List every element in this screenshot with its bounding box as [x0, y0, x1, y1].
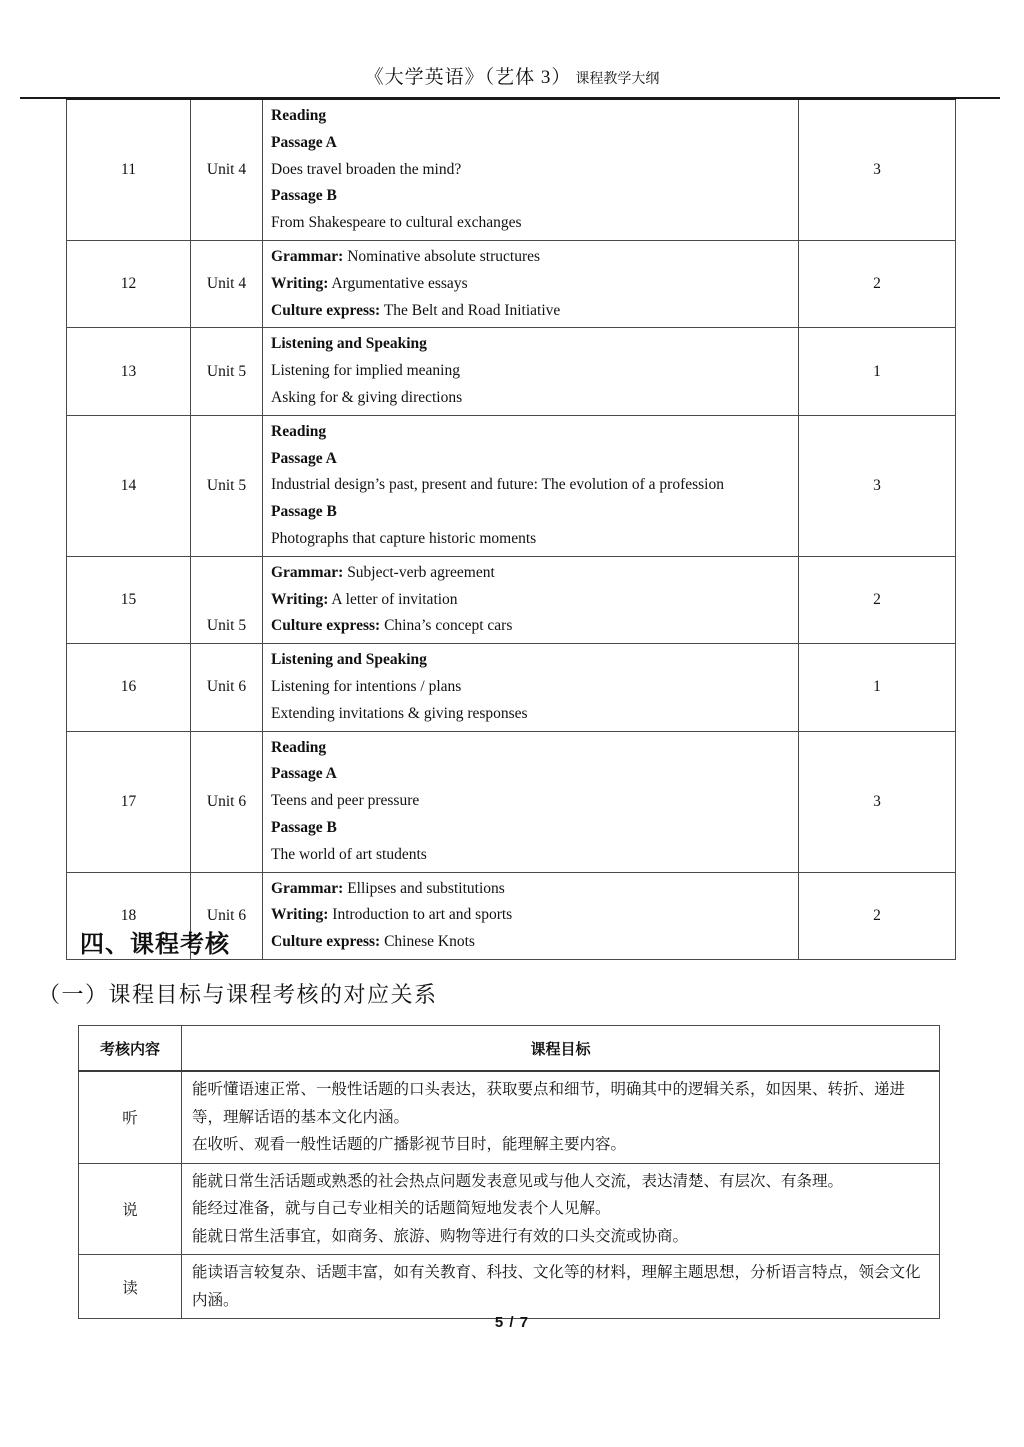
- unit-cell: [191, 731, 263, 872]
- content-line: [271, 419, 792, 446]
- schedule-row: [67, 644, 956, 731]
- content-line: [271, 647, 792, 674]
- document-title: 《大学英语》（艺体 3）: [364, 67, 572, 88]
- content-line-label: Writing:: [271, 590, 329, 608]
- content-line: [271, 103, 792, 130]
- unit-text: Unit 5: [206, 617, 247, 635]
- unit-cell: [191, 644, 263, 731]
- content-line-label: Passage B: [271, 187, 337, 205]
- page-number: 5 / 7: [494, 1314, 530, 1331]
- goal-line: 能就日常生活话题或熟悉的社会热点问题发表意见或与他人交流，表达清楚、有层次、有条理。: [192, 1172, 844, 1190]
- content-line-label: Listening and Speaking: [271, 335, 427, 353]
- schedule-table-body: [67, 99, 956, 959]
- page-header: [0, 62, 1024, 89]
- unit-cell: [191, 328, 263, 415]
- assessment-goal-cell: [182, 1163, 940, 1255]
- hours-cell: 3: [799, 415, 956, 556]
- goal-line: 能听懂语速正常、一般性话题的口头表达，获取要点和细节，明确其中的逻辑关系，如因果、转折、递进等，理解话语的基本文化内涵。: [192, 1081, 906, 1126]
- schedule-row: [67, 415, 956, 556]
- content-line: [271, 331, 792, 358]
- hours-cell: 3: [799, 99, 956, 240]
- schedule-row: [67, 99, 956, 240]
- content-line: [271, 446, 792, 473]
- unit-text: Unit 5: [206, 362, 247, 380]
- assessment-goal-cell: [182, 1255, 940, 1319]
- content-line-label: Culture express:: [271, 301, 381, 319]
- goal-line: 能经过准备，就与自己专业相关的话题简短地发表个人见解。: [192, 1200, 611, 1217]
- content-line-label: Writing:: [271, 274, 329, 292]
- assessment-goal-cell: [182, 1071, 940, 1163]
- content-line: Grammar: Ellipses and substitutions: [271, 879, 505, 897]
- week-cell: 16: [67, 644, 191, 731]
- content-line: Listening for intentions / plans: [271, 677, 462, 695]
- hours-cell: 2: [799, 556, 956, 643]
- unit-text: Unit 6: [206, 678, 247, 696]
- assessment-item-cell: 说: [79, 1163, 182, 1255]
- content-cell: [263, 99, 799, 240]
- content-line-label: Reading: [271, 107, 327, 124]
- unit-cell: [191, 99, 263, 240]
- hours-cell: 1: [799, 328, 956, 415]
- section-heading: 四、课程考核: [80, 931, 230, 958]
- content-line-label: Grammar:: [271, 563, 344, 581]
- content-line-label: Passage B: [271, 503, 337, 521]
- content-line-label: Grammar:: [271, 247, 344, 265]
- content-line-label: Reading: [271, 422, 327, 440]
- content-line: [271, 130, 792, 157]
- content-cell: [263, 328, 799, 415]
- content-cell: [263, 415, 799, 556]
- unit-cell: [191, 556, 263, 643]
- goal-line: 能读语言较复杂、话题丰富，如有关教育、科技、文化等的材料，理解主题思想，分析语言特点，领会文化内涵。: [192, 1264, 921, 1309]
- schedule-row: [67, 731, 956, 872]
- content-cell: [263, 240, 799, 327]
- unit-text: Unit 6: [206, 906, 247, 924]
- assessment-table: [78, 1025, 940, 1319]
- content-line: [271, 735, 792, 762]
- unit-text: Unit 6: [206, 792, 247, 810]
- assessment-header-goal: 课程目标: [182, 1026, 940, 1072]
- content-line: From Shakespeare to cultural exchanges: [271, 214, 522, 232]
- content-line: The world of art students: [271, 845, 427, 863]
- content-line: Extending invitations & giving responses: [271, 704, 528, 722]
- unit-cell: [191, 240, 263, 327]
- content-line-label: Passage A: [271, 133, 337, 151]
- schedule-row: [67, 328, 956, 415]
- week-cell: 15: [67, 556, 191, 643]
- content-line-label: Reading: [271, 738, 327, 756]
- content-line: Listening for implied meaning: [271, 362, 460, 380]
- content-line-label: Passage B: [271, 818, 337, 836]
- goal-line: 能就日常生活事宜，如商务、旅游、购物等进行有效的口头交流或协商。: [192, 1227, 689, 1245]
- subsection-heading: （一）课程目标与课程考核的对应关系: [38, 982, 438, 1007]
- content-line: Asking for & giving directions: [271, 388, 463, 406]
- week-cell: 11: [67, 99, 191, 240]
- assessment-row: [79, 1255, 940, 1319]
- goal-line: 在收听、观看一般性话题的广播影视节目时，能理解主要内容。: [192, 1136, 627, 1153]
- content-cell: [263, 731, 799, 872]
- schedule-row: [67, 556, 956, 643]
- schedule-table: [66, 98, 956, 960]
- content-line: Teens and peer pressure: [271, 792, 420, 810]
- week-cell: 13: [67, 328, 191, 415]
- content-line: Grammar: Subject-verb agreement: [271, 563, 495, 581]
- week-cell: 18: [67, 872, 191, 959]
- content-line: Culture express: The Belt and Road Initiative: [271, 301, 561, 319]
- content-line: [271, 761, 792, 788]
- hours-cell: 2: [799, 240, 956, 327]
- content-line-label: Culture express:: [271, 617, 381, 635]
- content-line: [271, 499, 792, 526]
- content-line: Culture express: Chinese Knots: [271, 933, 475, 951]
- schedule-row: [67, 240, 956, 327]
- content-cell: [263, 644, 799, 731]
- document-subtitle: 课程教学大纲: [575, 70, 660, 86]
- assessment-header-row: [79, 1026, 940, 1072]
- content-line-label: Grammar:: [271, 879, 344, 897]
- content-line: Grammar: Nominative absolute structures: [271, 247, 541, 265]
- content-line-label: Listening and Speaking: [271, 651, 427, 669]
- assessment-row: [79, 1071, 940, 1163]
- assessment-item-cell: 读: [79, 1255, 182, 1319]
- hours-cell: 3: [799, 731, 956, 872]
- content-line: Writing: Argumentative essays: [271, 274, 468, 292]
- assessment-item-cell: 听: [79, 1071, 182, 1163]
- content-cell: [263, 872, 799, 959]
- content-line: [271, 815, 792, 842]
- content-line-label: Culture express:: [271, 933, 381, 951]
- content-line-label: Writing:: [271, 906, 329, 924]
- hours-cell: 2: [799, 872, 956, 959]
- unit-text: Unit 4: [206, 275, 247, 293]
- content-line-label: Passage A: [271, 449, 337, 467]
- assessment-table-body: [79, 1071, 940, 1319]
- week-cell: 12: [67, 240, 191, 327]
- content-line: Writing: Introduction to art and sports: [271, 906, 513, 924]
- content-line: [271, 183, 792, 210]
- unit-text: Unit 4: [206, 160, 247, 178]
- content-line: Does travel broaden the mind?: [271, 160, 462, 178]
- content-line: Writing: A letter of invitation: [271, 590, 458, 608]
- content-cell: [263, 556, 799, 643]
- assessment-header-item: 考核内容: [79, 1026, 182, 1072]
- content-line: Culture express: China’s concept cars: [271, 617, 513, 635]
- content-line: Industrial design’s past, present and future: The evolution of a profession: [271, 476, 724, 494]
- week-cell: 17: [67, 731, 191, 872]
- hours-cell: 1: [799, 644, 956, 731]
- week-cell: 14: [67, 415, 191, 556]
- assessment-row: [79, 1163, 940, 1255]
- unit-text: Unit 5: [206, 476, 247, 494]
- unit-cell: [191, 415, 263, 556]
- content-line-label: Passage A: [271, 765, 337, 783]
- content-line: Photographs that capture historic moments: [271, 529, 537, 547]
